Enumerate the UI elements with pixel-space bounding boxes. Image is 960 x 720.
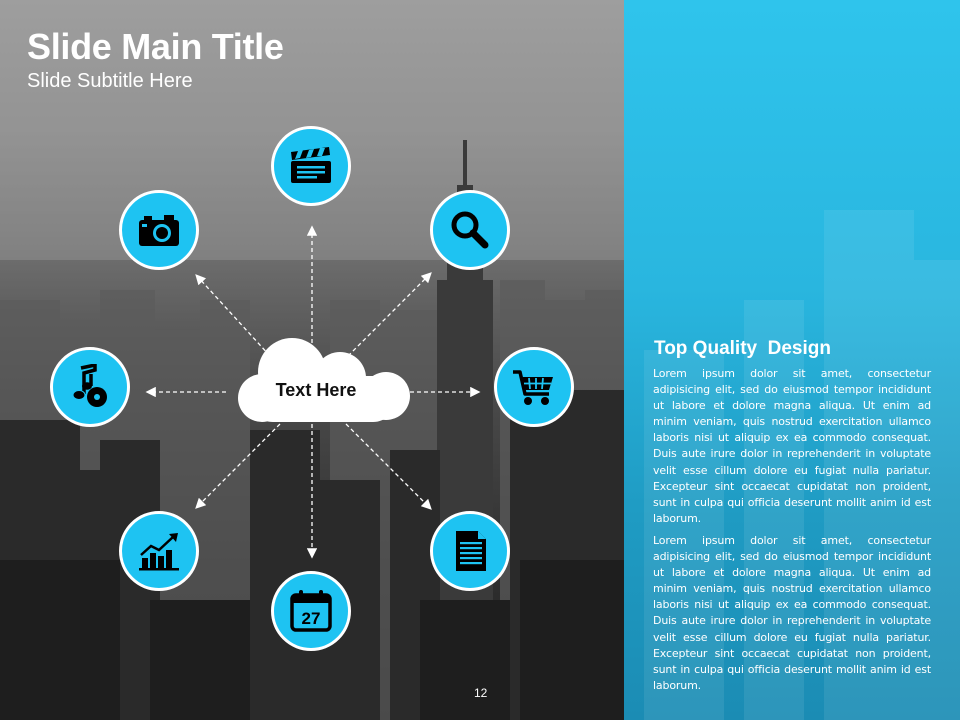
magnifier-icon-circle[interactable]	[430, 190, 510, 270]
slide-subtitle: Slide Subtitle Here	[27, 70, 193, 92]
growth-chart-icon	[136, 528, 182, 574]
camera-icon	[136, 207, 182, 253]
camera-icon-circle[interactable]	[119, 190, 199, 270]
magnifier-icon	[447, 207, 493, 253]
document-icon-circle[interactable]	[430, 511, 510, 591]
document-icon	[447, 528, 493, 574]
clapperboard-icon-circle[interactable]	[271, 126, 351, 206]
calendar-day-text: 27	[301, 609, 321, 628]
music-note-icon	[67, 364, 113, 410]
sidebar-paragraph: Lorem ipsum dolor sit amet, consectetur adipisicing elit, sed do eiusmod tempor incididunt ut labore et dolore magna aliqua. Ut enim ad minim veniam, quis nostrud exercitation ullamco laboris nisi ut aliquip ex ea commodo consequat. Duis aute irure dolor in reprehenderit in voluptate velit esse cillum dolore eu fugiat nulla pariatur. Excepteur sint occaecat cupidatat non proident, sunt in culpa qui officia deserunt mollit anim id est laborum.	[653, 534, 931, 692]
shopping-cart-icon	[511, 364, 557, 410]
shopping-cart-icon-circle[interactable]	[494, 347, 574, 427]
growth-chart-icon-circle[interactable]	[119, 511, 199, 591]
calendar-icon-circle[interactable]	[271, 571, 351, 651]
arrow-down-right	[346, 424, 430, 508]
arrow-up-left	[197, 276, 270, 356]
arrow-down-left	[197, 424, 280, 507]
sidebar-heading: Top Quality Design	[654, 338, 831, 359]
calendar-icon	[288, 588, 334, 634]
cloud-label: Text Here	[275, 380, 357, 400]
page-number: 12	[474, 686, 488, 700]
arrow-up-right	[348, 274, 430, 356]
music-note-icon-circle[interactable]	[50, 347, 130, 427]
slide-title: Slide Main Title	[27, 26, 284, 67]
clapperboard-icon	[288, 143, 334, 189]
sidebar-paragraph: Lorem ipsum dolor sit amet, consectetur adipisicing elit, sed do eiusmod tempor incididunt ut labore et dolore magna aliqua. Ut enim ad minim veniam, quis nostrud exercitation ullamco laboris nisi ut aliquip ex ea commodo consequat. Duis aute irure dolor in reprehenderit in voluptate velit esse cillum dolore eu fugiat nulla pariatur. Excepteur sint occaecat cupidatat non proident, sunt in culpa qui officia deserunt mollit anim id est laborum.	[653, 367, 931, 525]
